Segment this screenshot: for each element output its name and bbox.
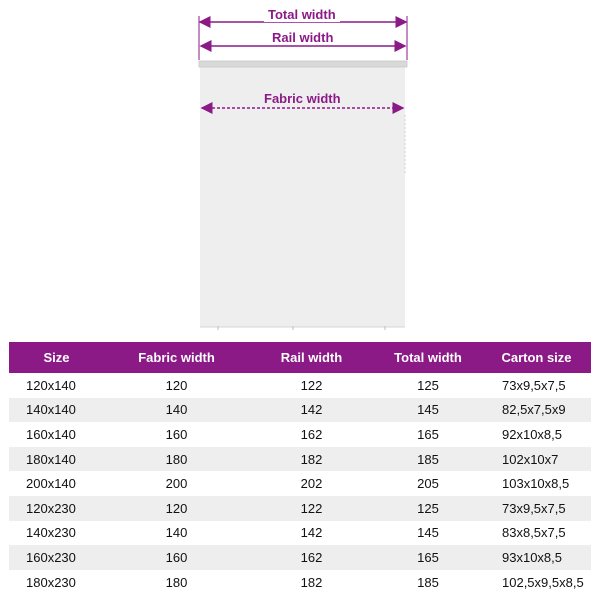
total-width-cell: 185 [374, 447, 482, 472]
total-width-cell: 145 [417, 525, 439, 541]
table-row [9, 471, 591, 496]
rail-width-cell: 122 [300, 377, 323, 393]
table-row [9, 447, 591, 472]
size-cell: 180x230 [26, 574, 76, 590]
blind-rail [199, 61, 407, 67]
fabric-width-cell: 120 [104, 496, 249, 521]
carton-size-cell: 73x9,5x7,5 [482, 496, 591, 521]
header-carton-size: Carton size [482, 342, 591, 373]
fabric-width-cell: 180 [165, 574, 188, 590]
carton-size-cell: 102,5x9,5x8,5 [502, 574, 584, 590]
rail-width-cell: 162 [249, 545, 374, 570]
carton-size-cell: 103x10x8,5 [502, 476, 570, 492]
header-size: Size [9, 342, 104, 373]
size-cell: 140x230 [26, 525, 76, 541]
size-cell: 180x140 [9, 447, 104, 472]
header-rail-width: Rail width [249, 342, 374, 373]
table-header-row [9, 342, 591, 373]
size-cell: 160x140 [26, 426, 76, 442]
total-width-cell: 165 [374, 545, 482, 570]
carton-size-cell: 83x8,5x7,5 [502, 525, 566, 541]
fabric-width-cell: 180 [104, 447, 249, 472]
blind-fabric [200, 67, 405, 327]
total-width-cell: 165 [417, 426, 439, 442]
table-row [9, 373, 591, 398]
fabric-width-cell: 140 [165, 525, 188, 541]
table-row [9, 422, 591, 447]
total-width-label: Total width [264, 7, 340, 22]
size-cell: 120x230 [9, 496, 104, 521]
size-table [9, 342, 591, 594]
total-width-cell: 145 [374, 398, 482, 423]
fabric-width-cell: 120 [165, 377, 188, 393]
table-row [9, 545, 591, 570]
size-cell: 140x140 [9, 398, 104, 423]
table-row [9, 521, 591, 546]
fabric-width-cell: 160 [104, 545, 249, 570]
total-width-cell: 185 [417, 574, 439, 590]
table-row [9, 496, 591, 521]
table-body [9, 373, 591, 594]
total-width-cell: 205 [417, 476, 439, 492]
rail-width-cell: 142 [300, 525, 323, 541]
carton-size-cell: 82,5x7,5x9 [482, 398, 591, 423]
header-total-width: Total width [374, 342, 482, 373]
fabric-width-cell: 200 [165, 476, 188, 492]
rail-width-cell: 182 [300, 574, 323, 590]
size-cell: 200x140 [26, 476, 76, 492]
rail-width-cell: 142 [249, 398, 374, 423]
carton-size-cell: 73x9,5x7,5 [502, 377, 566, 393]
carton-size-cell: 93x10x8,5 [482, 545, 591, 570]
fabric-width-cell: 140 [104, 398, 249, 423]
rail-width-cell: 162 [300, 426, 323, 442]
rail-width-cell: 182 [249, 447, 374, 472]
table-row [9, 398, 591, 423]
total-width-cell: 125 [374, 496, 482, 521]
rail-width-label: Rail width [268, 30, 337, 45]
table-row [9, 570, 591, 595]
size-cell: 160x230 [9, 545, 104, 570]
fabric-width-cell: 160 [165, 426, 188, 442]
header-fabric-width: Fabric width [104, 342, 249, 373]
fabric-width-label: Fabric width [260, 91, 345, 106]
carton-size-cell: 92x10x8,5 [502, 426, 562, 442]
size-cell: 120x140 [26, 377, 76, 393]
rail-width-cell: 122 [249, 496, 374, 521]
total-width-cell: 125 [417, 377, 439, 393]
rail-width-cell: 202 [300, 476, 323, 492]
carton-size-cell: 102x10x7 [482, 447, 591, 472]
